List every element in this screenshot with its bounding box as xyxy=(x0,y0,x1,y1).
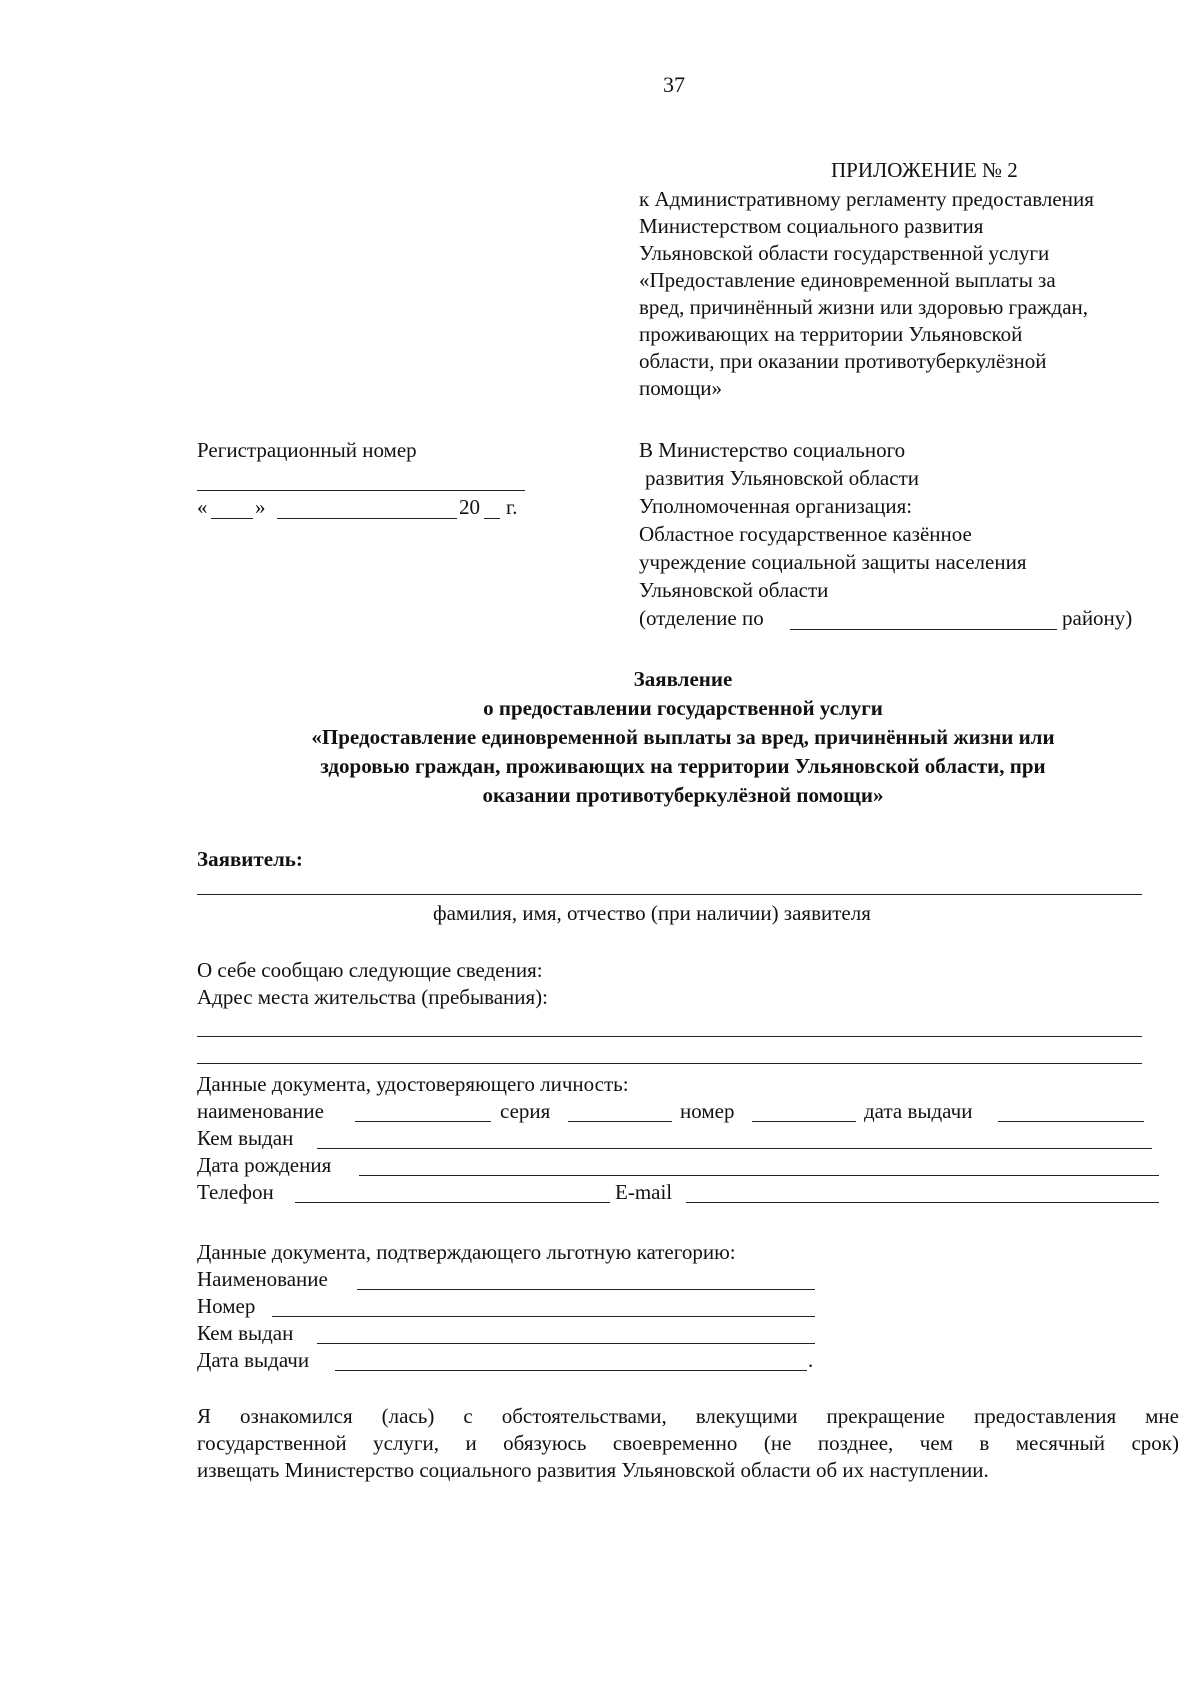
identity-doc-number-label: номер xyxy=(680,1099,735,1123)
addressee-line: В Министерство социального xyxy=(639,438,906,462)
form-service-name: оказании противотуберкулёзной помощи» xyxy=(482,783,884,807)
branch-suffix: району) xyxy=(1062,606,1133,630)
declaration-line: Я ознакомился (лась) с обстоятельствами, влекущими прекращение предоставления мне xyxy=(197,1404,1179,1428)
appendix-title: ПРИЛОЖЕНИЕ № 2 xyxy=(831,158,1018,182)
benefit-doc-issued-by-label: Кем выдан xyxy=(197,1321,294,1345)
benefit-doc-title: Данные документа, подтверждающего льготную категорию: xyxy=(197,1240,736,1264)
address-label: Адрес места жительства (пребывания): xyxy=(197,985,549,1009)
applicant-name-field[interactable] xyxy=(197,894,1142,895)
identity-doc-name-label: наименование xyxy=(197,1099,324,1123)
registration-year-prefix: 20 xyxy=(459,495,480,519)
address-field-line-1[interactable] xyxy=(197,1036,1142,1037)
registration-day-field[interactable] xyxy=(211,518,253,519)
identity-doc-issue-date-field[interactable] xyxy=(998,1121,1144,1122)
addressee-line: Уполномоченная организация: xyxy=(639,494,913,518)
email-field[interactable] xyxy=(686,1202,1159,1203)
benefit-doc-number-label: Номер xyxy=(197,1294,256,1318)
applicant-name-caption: фамилия, имя, отчество (при наличии) заявителя xyxy=(433,901,871,925)
branch-district-field[interactable] xyxy=(790,629,1057,630)
appendix-line: проживающих на территории Ульяновской xyxy=(639,322,1023,346)
addressee-line: Областное государственное казённое xyxy=(639,522,972,546)
page-number: 37 xyxy=(663,72,685,97)
identity-doc-series-field[interactable] xyxy=(568,1121,672,1122)
appendix-line: области, при оказании противотуберкулёзной xyxy=(639,349,1047,373)
registration-year-field[interactable] xyxy=(484,518,500,519)
identity-doc-issue-date-label: дата выдачи xyxy=(864,1099,973,1123)
benefit-doc-issued-by-field[interactable] xyxy=(317,1343,815,1344)
appendix-line: Ульяновской области государственной услуги xyxy=(639,241,1050,265)
appendix-line: Министерством социального развития xyxy=(639,214,984,238)
appendix-line: помощи» xyxy=(639,376,723,400)
form-subtitle: о предоставлении государственной услуги xyxy=(483,696,883,720)
registration-label: Регистрационный номер xyxy=(197,438,417,462)
branch-prefix: (отделение по xyxy=(639,606,764,630)
form-service-name: здоровью граждан, проживающих на территории Ульяновской области, при xyxy=(320,754,1046,778)
birth-date-label: Дата рождения xyxy=(197,1153,332,1177)
form-service-name: «Предоставление единовременной выплаты за вред, причинённый жизни или xyxy=(311,725,1055,749)
benefit-doc-name-field[interactable] xyxy=(357,1289,815,1290)
benefit-doc-number-field[interactable] xyxy=(272,1316,815,1317)
addressee-line: учреждение социальной защиты населения xyxy=(639,550,1027,574)
benefit-doc-issue-date-field[interactable] xyxy=(335,1370,807,1371)
phone-label: Телефон xyxy=(197,1180,274,1204)
benefit-doc-end-mark: . xyxy=(808,1348,814,1372)
declaration-line: государственной услуги, и обязуюсь своевременно (не позднее, чем в месячный срок) xyxy=(197,1431,1179,1455)
registration-date-open-quote: « xyxy=(197,495,208,519)
identity-doc-issued-by-label: Кем выдан xyxy=(197,1126,294,1150)
identity-doc-number-field[interactable] xyxy=(752,1121,856,1122)
identity-doc-title: Данные документа, удостоверяющего личность: xyxy=(197,1072,629,1096)
identity-doc-name-field[interactable] xyxy=(355,1121,491,1122)
registration-date-close-quote: » xyxy=(255,495,266,519)
appendix-line: к Административному регламенту предоставления xyxy=(639,187,1094,211)
address-field-line-2[interactable] xyxy=(197,1063,1142,1064)
registration-year-suffix: г. xyxy=(506,495,518,519)
registration-number-field[interactable] xyxy=(197,490,525,491)
phone-field[interactable] xyxy=(295,1202,610,1203)
identity-doc-series-label: серия xyxy=(500,1099,551,1123)
about-intro: О себе сообщаю следующие сведения: xyxy=(197,958,543,982)
registration-month-field[interactable] xyxy=(277,518,457,519)
addressee-line: Ульяновской области xyxy=(639,578,829,602)
identity-doc-issued-by-field[interactable] xyxy=(317,1148,1152,1149)
form-title: Заявление xyxy=(633,667,733,691)
benefit-doc-name-label: Наименование xyxy=(197,1267,328,1291)
appendix-line: «Предоставление единовременной выплаты за xyxy=(639,268,1056,292)
benefit-doc-issue-date-label: Дата выдачи xyxy=(197,1348,310,1372)
applicant-label: Заявитель: xyxy=(197,847,303,871)
appendix-line: вред, причинённый жизни или здоровью граждан, xyxy=(639,295,1088,319)
birth-date-field[interactable] xyxy=(359,1175,1159,1176)
email-label: E-mail xyxy=(615,1180,673,1204)
addressee-line: развития Ульяновской области xyxy=(645,466,919,490)
declaration-line: извещать Министерство социального развития Ульяновской области об их наступлении. xyxy=(197,1458,989,1482)
